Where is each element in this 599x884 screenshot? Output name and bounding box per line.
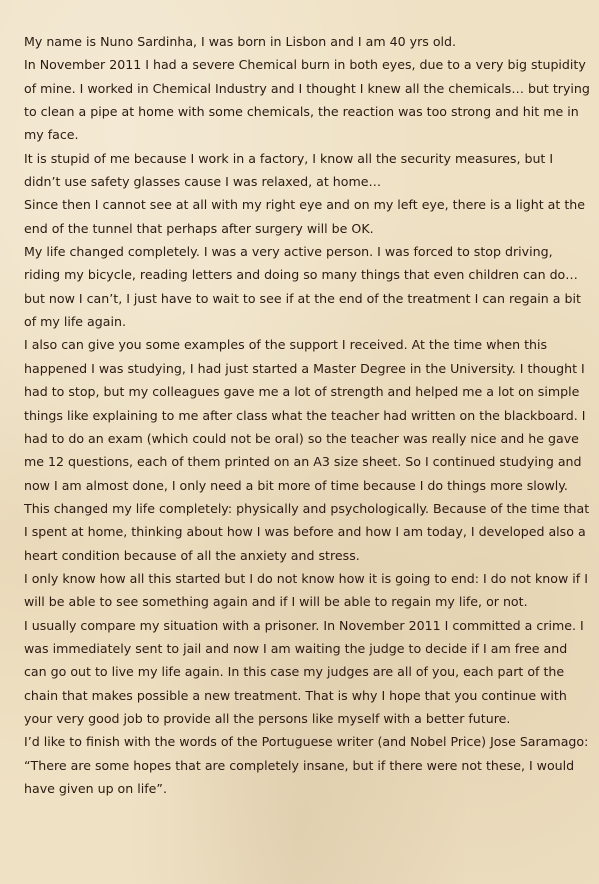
- paragraph-health: This changed my life completely: physically and psychologically. Because of the time that I spent at home, thinking about how I was before and how I am today, I developed also a heart condition because of all the anxiety and stress.: [24, 500, 590, 563]
- paragraph-vision: Since then I cannot see at all with my right eye and on my left eye, there is a light at the end of the tunnel that perhaps after surgery will be OK.: [24, 197, 586, 236]
- paragraph-intro: My name is Nuno Sardinha, I was born in Lisbon and I am 40 yrs old.: [24, 34, 457, 49]
- paragraph-support: I also can give you some examples of the support I received. At the time when this happened I was studying, I had just started a Master Degree in the University. I thought I had to stop, but my colleagues gave me a lot of strength and helped me a lot on simple things like explaining to me after class what the teacher had written on the blackboard. I had to do an exam (which could not be oral) so the teacher was really nice and he gave me 12 questions, each of them printed on an A3 size sheet. So I continued studying and now I am almost done, I only need a bit more of time because I do things more slowly.: [24, 337, 586, 493]
- paragraph-quote: I’d like to finish with the words of the Portuguese writer (and Nobel Price) Jose Saramago: “There are some hopes that are completely insane, but if there were not these, I would have given up on life”.: [24, 734, 589, 796]
- paragraph-safety: It is stupid of me because I work in a factory, I know all the security measures, but I didn’t use safety glasses cause I was relaxed, at home…: [24, 150, 554, 190]
- paragraph-uncertainty: I only know how all this started but I do not know how it is going to end: I do not know if I will be able to see something again and if I will be able to regain my life, or not.: [24, 570, 588, 610]
- paragraph-prisoner: I usually compare my situation with a prisoner. In November 2011 I committed a crime. I was immediately sent to jail and now I am waiting the judge to decide if I am free and can go out to live my life again. In this case my judges are all of you, each part of the chain that makes possible a new treatment. That is why I hope that you continue with your very good job to provide all the persons like myself with a better future.: [24, 617, 584, 726]
- letter-body: [24, 30, 590, 800]
- paragraph-life-changed: My life changed completely. I was a very active person. I was forced to stop driving, riding my bicycle, reading letters and doing so many things that even children can do… but now I can’t, I just have to wait to see if at the end of the treatment I can regain a bit of my life again.: [24, 244, 581, 330]
- paragraph-accident: In November 2011 I had a severe Chemical burn in both eyes, due to a very big stupidity of mine. I worked in Chemical Industry and I thought I knew all the chemicals… but trying to clean a pipe at home with some chemicals, the reaction was too strong and hit me in my face.: [24, 57, 590, 143]
